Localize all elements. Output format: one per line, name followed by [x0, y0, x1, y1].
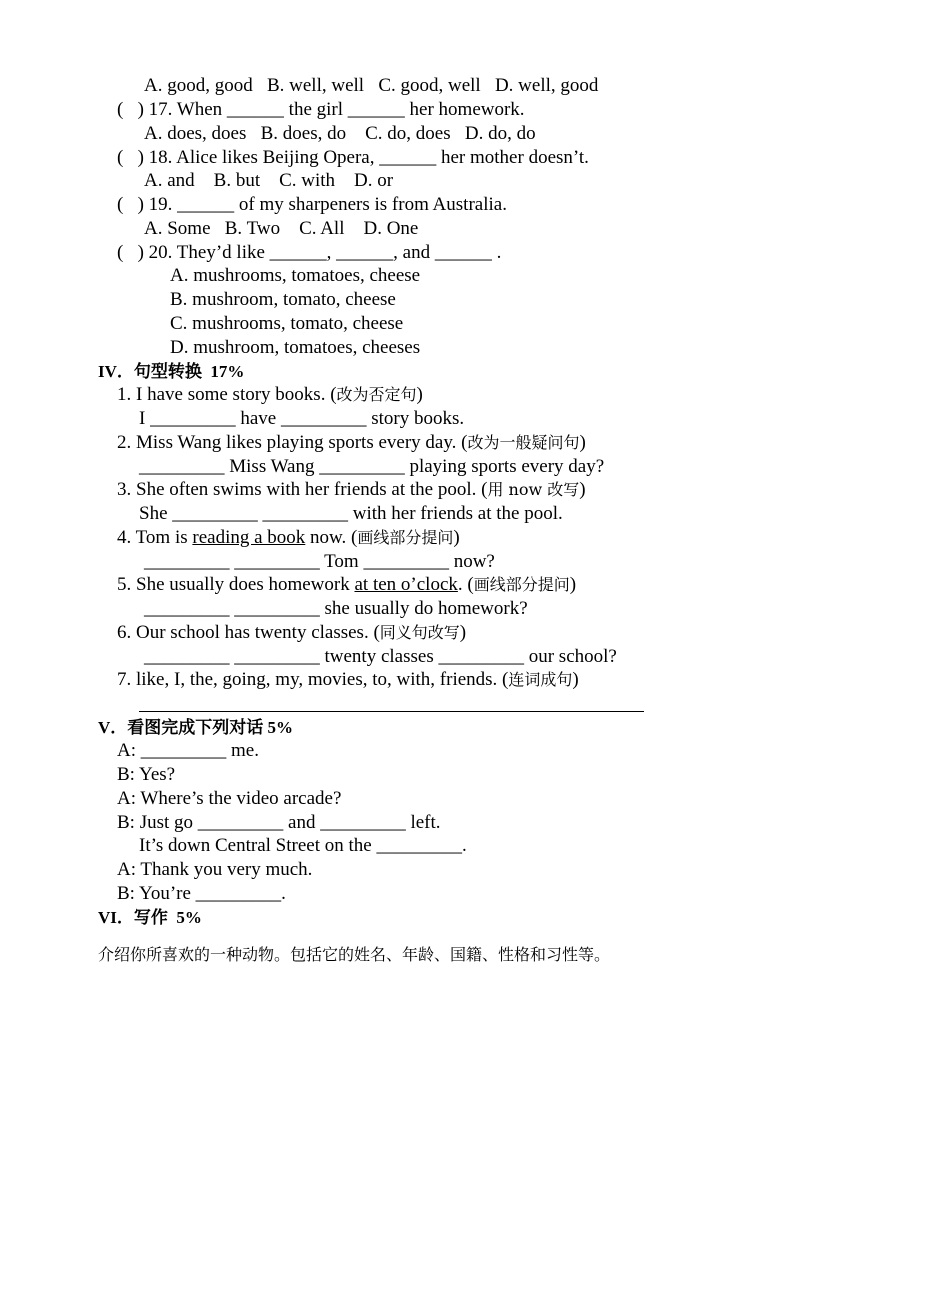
section-5-heading: V．看图完成下列对话 5%: [98, 718, 294, 737]
s4-q7: 7. like, I, the, going, my, movies, to, with, friends. (连词成句): [117, 669, 579, 690]
s4-q6: 6. Our school has twenty classes. (同义句改写): [117, 622, 467, 643]
q20-option-b: B. mushroom, tomato, cheese: [170, 289, 396, 310]
q17-stem: ( ) 17. When ______ the girl ______ her homework.: [117, 99, 525, 120]
underlined-phrase: reading a book: [192, 527, 306, 548]
s4-q5: 5. She usually does homework at ten o’clock. (画线部分提问): [117, 574, 577, 595]
dialogue-line: A: _________ me.: [117, 740, 259, 761]
s4-q3: 3. She often swims with her friends at the pool. (用 now 改写): [117, 479, 586, 500]
s4-q1-answer: I _________ have _________ story books.: [139, 408, 465, 429]
q20-option-a: A. mushrooms, tomatoes, cheese: [170, 265, 421, 286]
s4-q4-answer: _________ _________ Tom _________ now?: [144, 551, 495, 572]
s4-q2-answer: _________ Miss Wang _________ playing sports every day?: [139, 456, 605, 477]
dialogue-line: A: Thank you very much.: [117, 859, 313, 880]
dialogue-line: A: Where’s the video arcade?: [117, 788, 342, 809]
s4-q5-answer: _________ _________ she usually do homework?: [144, 598, 528, 619]
q17-options: A. does, does B. does, do C. do, does D. do, do: [144, 123, 536, 144]
q20-option-c: C. mushrooms, tomato, cheese: [170, 313, 404, 334]
dialogue-line: It’s down Central Street on the _________.: [139, 835, 467, 856]
q18-stem: ( ) 18. Alice likes Beijing Opera, ______ her mother doesn’t.: [117, 147, 589, 168]
s4-q1: 1. I have some story books. (改为否定句): [117, 384, 423, 405]
s4-q6-answer: _________ _________ twenty classes _________ our school?: [144, 646, 617, 667]
s4-q4: 4. Tom is reading a book now. (画线部分提问): [117, 527, 460, 548]
section-6-heading: VI．写作 5%: [98, 908, 202, 927]
q19-options: A. Some B. Two C. All D. One: [144, 218, 419, 239]
s4-q7-answer-line: [139, 711, 644, 712]
q20-stem: ( ) 20. They’d like ______, ______, and ______ .: [117, 242, 502, 263]
q20-option-d: D. mushroom, tomatoes, cheeses: [170, 337, 421, 358]
section-4-heading: IV．句型转换 17%: [98, 362, 245, 381]
s4-q2: 2. Miss Wang likes playing sports every day. (改为一般疑问句): [117, 432, 586, 453]
dialogue-line: B: Yes?: [117, 764, 176, 785]
underlined-phrase: at ten o’clock: [354, 574, 458, 595]
q18-options: A. and B. but C. with D. or: [144, 170, 394, 191]
q16-options: A. good, good B. well, well C. good, well D. well, good: [144, 75, 599, 96]
s4-q3-answer: She _________ _________ with her friends at the pool.: [139, 503, 563, 524]
dialogue-line: B: You’re _________.: [117, 883, 286, 904]
writing-prompt: 介绍你所喜欢的一种动物。包括它的姓名、年龄、国籍、性格和习性等。: [98, 945, 611, 964]
q19-stem: ( ) 19. ______ of my sharpeners is from Australia.: [117, 194, 507, 215]
dialogue-line: B: Just go _________ and _________ left.: [117, 812, 441, 833]
